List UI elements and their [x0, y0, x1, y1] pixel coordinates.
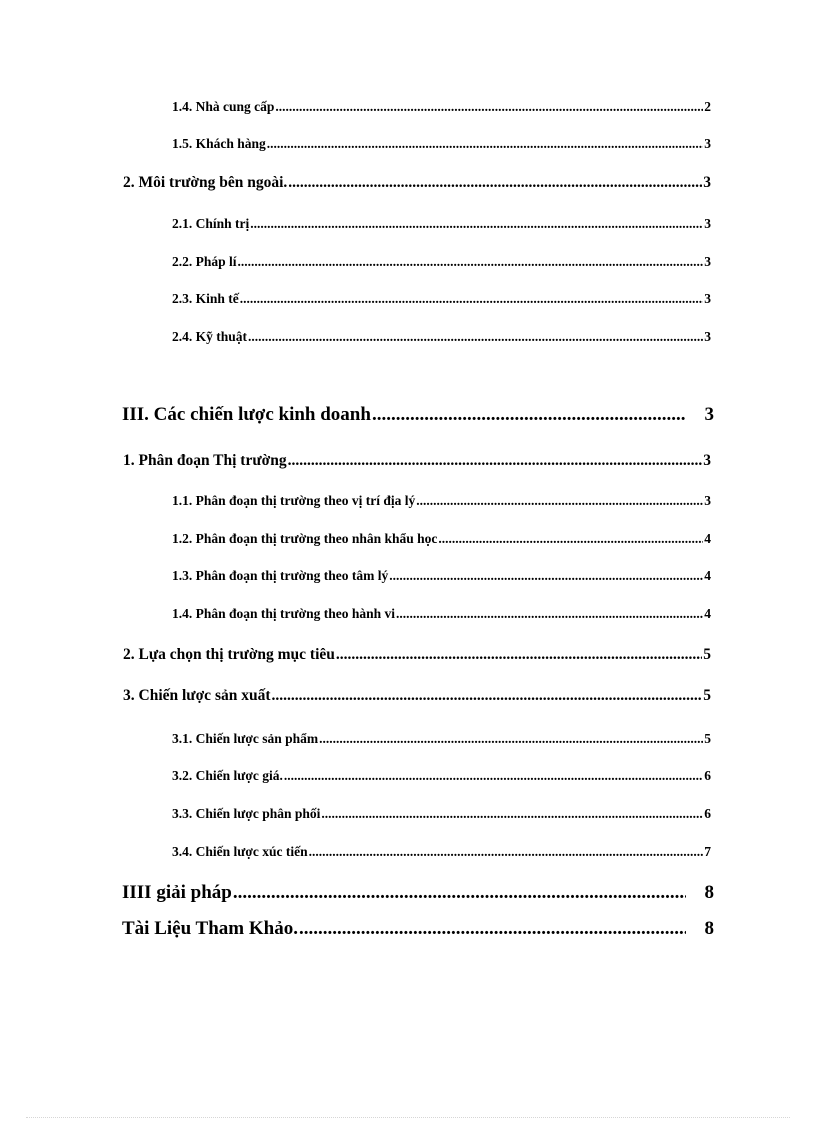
toc-entry-page-number: 5 [704, 731, 711, 746]
toc-entry-label: 1.4. Nhà cung cấp [172, 99, 275, 114]
toc-entry-page-number: 3 [704, 291, 711, 306]
dot-leader [288, 175, 702, 191]
toc-entry-label: 2.4. Kỹ thuật [172, 329, 248, 344]
dot-leader [416, 494, 703, 508]
dot-leader [267, 137, 703, 151]
dot-leader [275, 100, 703, 114]
toc-entry-label: 3.3. Chiến lược phân phối [172, 806, 321, 821]
toc-entry-label: 2. Lựa chọn thị trường mục tiêu [123, 646, 335, 663]
toc-entry-2-3-economy [172, 292, 711, 306]
toc-entry-1-1-geographic-segmentation [172, 494, 711, 508]
toc-entry-page-number: 4 [704, 606, 711, 621]
toc-entry-references [122, 919, 714, 938]
toc-entry-page-number: 6 [704, 806, 711, 821]
toc-entry-label: 1. Phân đoạn Thị trường [123, 452, 287, 469]
toc-entry-page-number: 3 [704, 136, 711, 151]
toc-entry-3-2-price-strategy [172, 769, 711, 783]
toc-entry-iiii-solutions [122, 883, 714, 902]
dot-leader [288, 453, 703, 469]
toc-entry-label: 2. Môi trường bên ngoài. [123, 174, 288, 191]
toc-entry-page-number: 5 [703, 646, 711, 663]
dot-leader [438, 532, 703, 546]
toc-entry-page-number: 3 [704, 216, 711, 231]
toc-entry-label: III. Các chiến lược kinh doanh [122, 404, 371, 425]
toc-entry-2-1-politics [172, 217, 711, 231]
toc-entry-page-number: 3 [703, 452, 711, 469]
toc-entry-1-3-psychographic-segmentation [172, 569, 711, 583]
toc-entry-3-3-distribution-strategy [172, 807, 711, 821]
dot-leader [336, 647, 702, 663]
dot-leader [319, 732, 703, 746]
dot-leader [284, 769, 703, 783]
dot-leader [396, 607, 703, 621]
toc-entry-2-2-legal [172, 255, 711, 269]
toc-entry-1-2-demographic-segmentation [172, 532, 711, 546]
toc-entry-page-number: 4 [704, 531, 711, 546]
dot-leader [321, 807, 703, 821]
dot-leader [250, 217, 703, 231]
toc-entry-page-number: 3 [704, 493, 711, 508]
page-bottom-divider [26, 1117, 790, 1118]
toc-entry-1-market-segmentation [123, 453, 711, 469]
dot-leader [233, 883, 686, 902]
dot-leader [372, 405, 686, 424]
toc-entry-page-number: 3 [704, 404, 714, 425]
toc-entry-page-number: 7 [704, 844, 711, 859]
toc-entry-label: 1.2. Phân đoạn thị trường theo nhân khẩu học [172, 531, 438, 546]
toc-entry-label: 1.4. Phân đoạn thị trường theo hành vi [172, 606, 396, 621]
toc-entry-page-number: 3 [704, 329, 711, 344]
dot-leader [389, 569, 703, 583]
toc-entry-page-number: 2 [704, 99, 711, 114]
toc-entry-label: 3.4. Chiến lược xúc tiến [172, 844, 308, 859]
dot-leader [238, 255, 704, 269]
dot-leader [299, 919, 686, 938]
toc-entry-label: 3. Chiến lược sản xuất [123, 687, 271, 704]
toc-entry-label: 3.1. Chiến lược sản phẩm [172, 731, 319, 746]
toc-entry-page-number: 5 [703, 687, 711, 704]
toc-entry-1-4-suppliers [172, 100, 711, 114]
toc-entry-3-production-strategy [123, 688, 711, 704]
toc-entry-page-number: 8 [704, 882, 714, 903]
toc-entry-page-number: 6 [704, 768, 711, 783]
toc-entry-page-number: 3 [703, 174, 711, 191]
toc-entry-1-4-behavioral-segmentation [172, 607, 711, 621]
toc-entry-label: 1.5. Khách hàng [172, 136, 266, 151]
toc-entry-label: Tài Liệu Tham Khảo. [122, 918, 298, 939]
toc-entry-label: 2.2. Pháp lí [172, 254, 237, 269]
toc-entry-label: IIII giải pháp [122, 882, 232, 903]
toc-entry-label: 2.3. Kinh tế [172, 291, 239, 306]
toc-entry-label: 1.3. Phân đoạn thị trường theo tâm lý [172, 568, 389, 583]
toc-entry-page-number: 3 [704, 254, 711, 269]
toc-entry-page-number: 4 [704, 568, 711, 583]
dot-leader [272, 688, 703, 704]
toc-entry-1-5-customers [172, 137, 711, 151]
toc-entry-iii-business-strategies [122, 405, 714, 424]
dot-leader [240, 292, 703, 306]
toc-entry-2-external-environment [123, 175, 711, 191]
dot-leader [248, 330, 703, 344]
toc-entry-label: 1.1. Phân đoạn thị trường theo vị trí địa lý [172, 493, 416, 508]
dot-leader [309, 845, 704, 859]
toc-entry-3-4-promotion-strategy [172, 845, 711, 859]
toc-entry-label: 3.2. Chiến lược giá. [172, 768, 283, 783]
toc-entry-page-number: 8 [704, 918, 714, 939]
toc-entry-3-1-product-strategy [172, 732, 711, 746]
toc-entry-2-target-market-selection [123, 647, 711, 663]
toc-entry-label: 2.1. Chính trị [172, 216, 250, 231]
toc-entry-2-4-technology [172, 330, 711, 344]
